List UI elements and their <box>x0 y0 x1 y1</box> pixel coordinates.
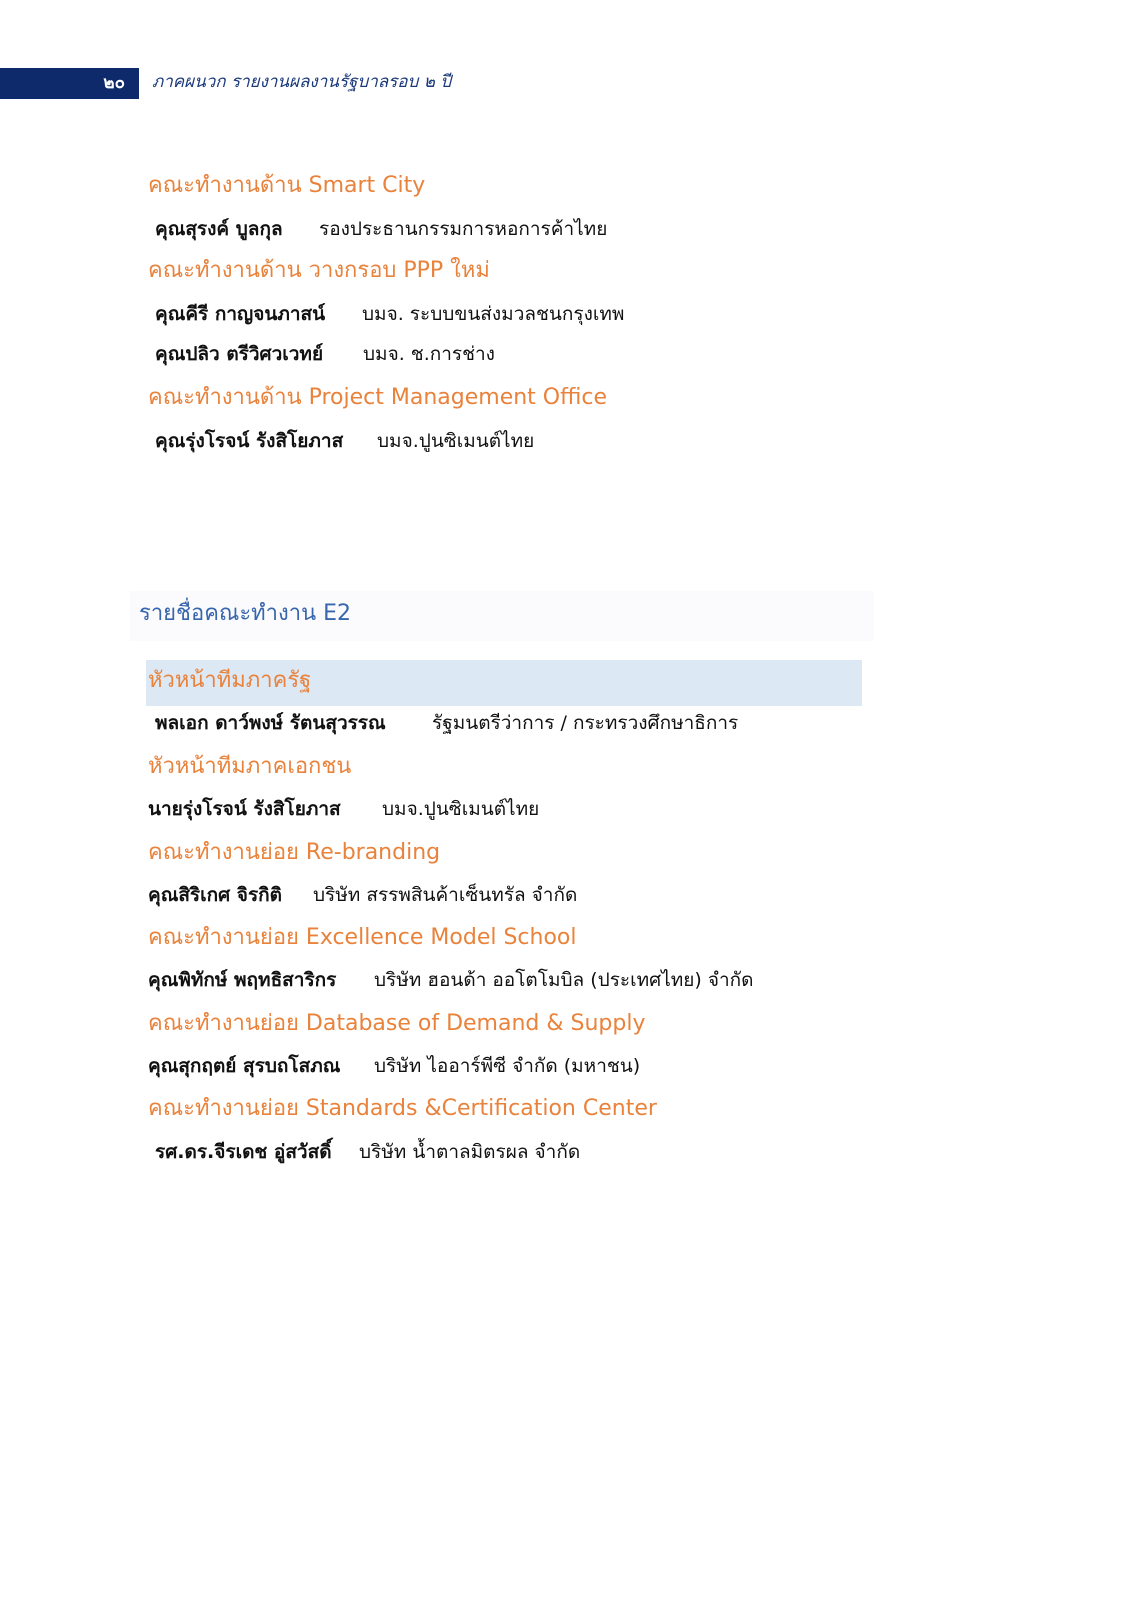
member-name: คุณพิทักษ์ พฤทธิสาริกร <box>148 969 337 991</box>
group-heading-government-lead: หัวหน้าทีมภาครัฐ <box>148 668 312 693</box>
group-heading-private-lead: หัวหน้าทีมภาคเอกชน <box>148 754 352 779</box>
group-heading-ppp: คณะทำงานด้าน วางกรอบ PPP ใหม่ <box>148 258 490 283</box>
member-organization: บมจ.ปูนซิเมนต์ไทย <box>377 430 535 452</box>
member-name: คุณรุ่งโรจน์ รังสิโยภาส <box>155 430 344 452</box>
member-organization: รองประธานกรรมการหอการค้าไทย <box>319 218 608 240</box>
running-header-title: ภาคผนวก รายงานผลงานรัฐบาลรอบ ๒ ปี <box>152 72 452 92</box>
member-name: คุณสุกฤตย์ สุรบถโสภณ <box>148 1055 341 1077</box>
member-row <box>148 971 754 990</box>
group-heading-smart-city: คณะทำงานด้าน Smart City <box>148 173 426 198</box>
member-row <box>155 345 495 364</box>
group-heading-rebranding: คณะทำงานย่อย Re-branding <box>148 840 441 865</box>
member-row <box>155 714 738 733</box>
member-row <box>148 1057 640 1076</box>
e2-section-title: รายชื่อคณะทำงาน E2 <box>139 601 352 626</box>
member-organization: บมจ. ระบบขนส่งมวลชนกรุงเทพ <box>362 303 625 325</box>
member-organization: บริษัท น้ำตาลมิตรผล จำกัด <box>359 1141 581 1163</box>
member-name: คุณปลิว ตรีวิศวเวทย์ <box>155 343 324 365</box>
member-row <box>155 305 624 324</box>
member-organization: บริษัท ฮอนด้า ออโตโมบิล (ประเทศไทย) จำกัด <box>374 969 754 991</box>
page-number: ๒๐ <box>103 73 125 93</box>
member-name: คุณคีรี กาญจนภาสน์ <box>155 303 326 325</box>
member-name: คุณสุรงค์ บูลกุล <box>155 218 283 240</box>
member-row <box>155 1143 580 1162</box>
member-organization: บริษัท ไออาร์พีซี จำกัด (มหาชน) <box>374 1055 641 1077</box>
member-name: รศ.ดร.จีรเดช อู่สวัสดิ์ <box>155 1141 332 1163</box>
member-name: คุณสิริเกศ จิรกิติ <box>148 884 282 906</box>
member-row <box>148 800 539 819</box>
page-number-bar <box>0 68 139 99</box>
group-heading-pmo: คณะทำงานด้าน Project Management Office <box>148 385 608 410</box>
member-organization: รัฐมนตรีว่าการ / กระทรวงศึกษาธิการ <box>432 712 739 734</box>
group-heading-standards-certification: คณะทำงานย่อย Standards &Certification Center <box>148 1096 657 1121</box>
member-row <box>155 432 534 451</box>
member-organization: บริษัท สรรพสินค้าเซ็นทรัล จำกัด <box>313 884 578 906</box>
member-row <box>148 886 577 905</box>
member-organization: บมจ. ช.การช่าง <box>363 343 495 365</box>
group-heading-excellence-model-school: คณะทำงานย่อย Excellence Model School <box>148 925 577 950</box>
member-name: นายรุ่งโรจน์ รังสิโยภาส <box>148 798 341 820</box>
member-organization: บมจ.ปูนซิเมนต์ไทย <box>382 798 540 820</box>
member-name: พลเอก ดาว์พงษ์ รัตนสุวรรณ <box>155 712 386 734</box>
member-row <box>155 220 607 239</box>
group-heading-database-demand-supply: คณะทำงานย่อย Database of Demand & Supply <box>148 1011 646 1036</box>
